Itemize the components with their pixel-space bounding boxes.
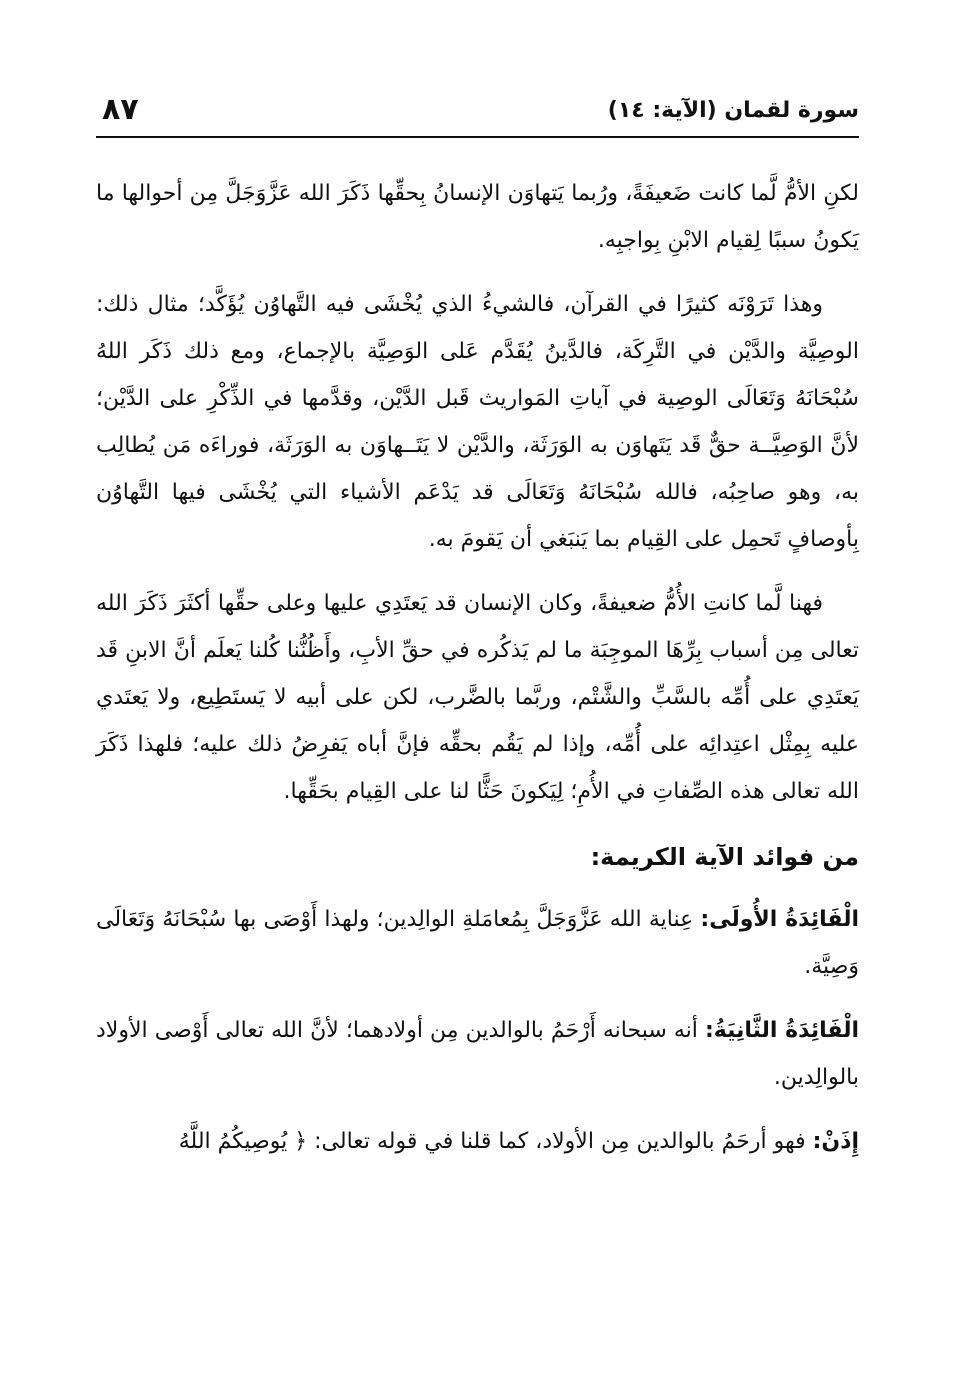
page-number: ٨٧ bbox=[102, 92, 139, 127]
paragraph-1: لكنِ الأمُّ لَّما كانت ضَعيفَةً، ورُبما يَتهاوَن الإنسانُ بِحقِّها ذَكَرَ الله عَزَّوَجَلَّ مِن أحوالها ما يَكونُ سببًا لِقيام الابْنِ بِواجبِه. bbox=[96, 181, 859, 253]
benefit-2 bbox=[96, 1007, 859, 1101]
benefit-1 bbox=[96, 896, 859, 990]
paragraph-3: فهنا لَّما كانتِ الأُمُّ ضعيفةً، وكان الإنسان قد يَعتَدِي عليها وعلى حقِّها أكثَرَ ذَكَرَ الله تعالى مِن أسباب بِرِّهَا الموجِبَة ما لم يَذكُره في حقِّ الأبِ، وأَظُنُّنا كُلنا يَعلَم أنَّ الابنِ قَد يَعتَدِي على أُمِّه بالسَّبِّ والشَّتْم، وربَّما بالضَّرب، لكن على أبيه لا يَستَطِيع، ولا يَعتَدي عليه بِمِثْل اعتِدائِه على أُمِّه، وإذا لم يَقُم بحقِّه فإنَّ أباه يَفرِضُ ذلك عليه؛ فلهذا ذَكَرَ الله تعالى هذه الصِّفاتِ في الأُمِ؛ لِيَكونَ حَثًّا لنا على القِيام بحَقِّها. bbox=[96, 591, 859, 804]
benefit-3 bbox=[96, 1118, 859, 1165]
section-heading: من فوائد الآية الكريمة: bbox=[590, 843, 859, 871]
header-divider bbox=[96, 136, 859, 138]
page-body bbox=[96, 170, 859, 1182]
benefit-1-text: عِناية الله عَزَّوَجَلَّ بِمُعامَلةِ الوالِدين؛ ولهذا أَوْصَى بها سُبْحَانَهُ وَتَعَالَى وَصِيَّة. bbox=[96, 907, 859, 979]
benefit-3-text: فهو أرحَمُ بالوالدين مِن الأولاد، كما قلنا في قوله تعالى: ﴿ يُوصِيكُمُ اللَّهُ bbox=[178, 1129, 813, 1154]
benefit-3-lead: إِذَنْ: bbox=[812, 1129, 859, 1154]
paragraph-2: وهذا تَرَوْنَه كثيرًا في القرآن، فالشيءُ الذي يُخْشَى فيه التَّهاوُن يُؤَكَّد؛ مثال ذلك: الوصِيَّة والدَّيْن في التَّرِكَة، فالدَّينُ يُقَدَّم عَلى الوَصِيَّة بالإجماع، ومع ذلك ذَكَر اللهُ سُبْحَانَهُ وَتَعَالَى الوصِية في آياتِ المَواريث قَبل الدَّيْن، وقدَّمها في الذِّكْرِ على الدَّيْن؛ لأنَّ الوَصِيَّــة حقٌّ قَد يَتَهاوَن به الوَرَثَة، والدَّيْن لا يَتَــهاوَن به الوَرَثَة، فوراءَه مَن يُطالِب به، وهو صاحِبُه، فالله سُبْحَانَهُ وَتَعَالَى قد يَدْعَم الأشياء التي يُخْشَى فيها التَّهاوُن بِأوصافٍ تَحمِل على القِيام بما يَنبَغي أن يَقومَ به. bbox=[96, 292, 859, 552]
surah-title: سورة لقمان (الآية: ١٤) bbox=[607, 98, 859, 123]
benefit-2-lead: الْفَائِدَةُ الثَّانِيَةُ: bbox=[704, 1018, 860, 1043]
page-header bbox=[96, 92, 859, 134]
benefit-1-lead: الْفَائِدَةُ الأُولَى: bbox=[700, 907, 859, 932]
benefit-2-text: أنه سبحانه أَرْحَمُ بالوالدين مِن أولادهما؛ لأنَّ الله تعالى أَوْصى الأولاد بالوالِدين. bbox=[96, 1018, 859, 1090]
